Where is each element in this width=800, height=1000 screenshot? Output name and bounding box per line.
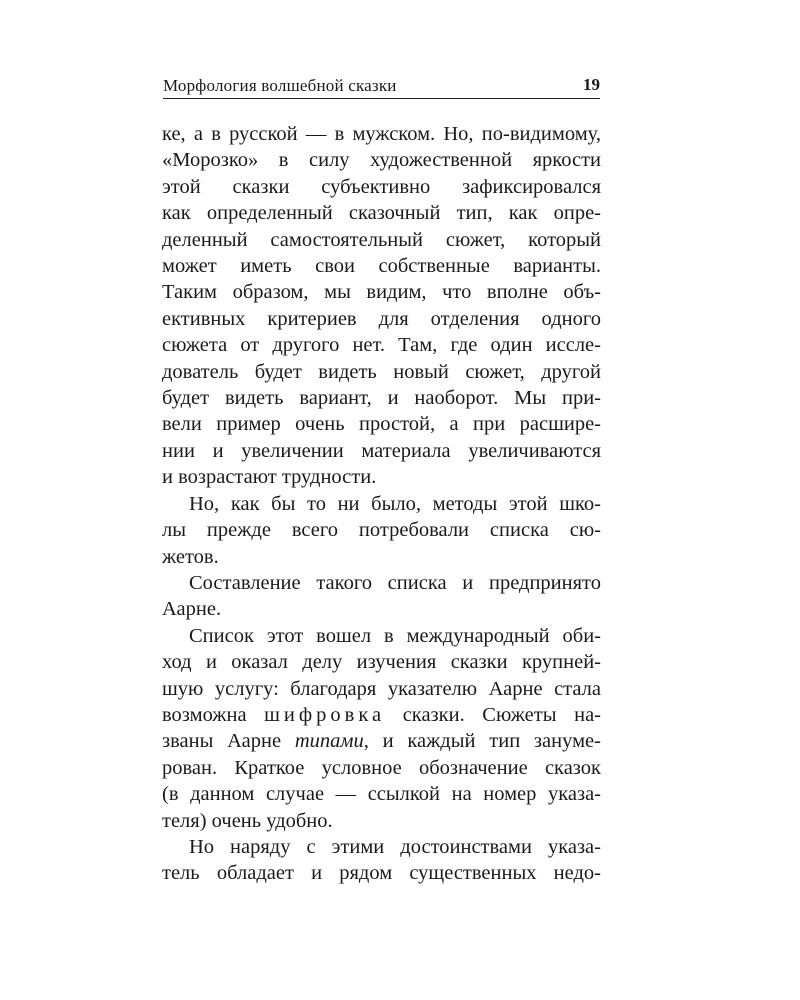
text-line: тель обладает и рядом существенных недо- (162, 862, 601, 885)
text-line: будет видеть вариант, и наоборот. Мы при- (162, 387, 601, 410)
text-line: рован. Краткое условное обозначение сказок (162, 756, 601, 779)
text-line: ке, а в русской — в мужском. Но, по-видимому, (162, 123, 601, 145)
text-line: сюжета от другого нет. Там, где один иссле- (162, 334, 601, 357)
paragraph-5 (162, 834, 601, 887)
text-line: дователь будет видеть новый сюжет, другой (162, 360, 601, 383)
text-line: деленный самостоятельный сюжет, который (162, 228, 601, 251)
italic-term: типами, (294, 730, 369, 753)
text-fragment: и каждый тип зануме- (368, 730, 601, 753)
text-fragment: сказки. Сюжеты на- (385, 703, 601, 726)
text-line: может иметь свои собственные варианты. (162, 255, 601, 278)
text-line: вели пример очень простой, а при расшире- (162, 413, 601, 436)
paragraph-1 (162, 121, 601, 491)
body-text (162, 121, 601, 887)
text-line: шую услугу: благодаря указателю Аарне стала (162, 677, 601, 700)
text-line: (в данном случае — ссылкой на номер указа- (162, 783, 601, 806)
page-number: 19 (583, 75, 600, 94)
text-line: нии и увеличении материала увеличиваются (162, 439, 601, 462)
text-line: Но наряду с этими достоинствами указа- (189, 835, 601, 858)
paragraph-3 (162, 570, 601, 623)
paragraph-4 (162, 623, 601, 834)
running-head (163, 76, 600, 99)
text-line: «Морозко» в силу художественной яркости (162, 149, 601, 172)
text-line: Список этот вошел в международный оби- (189, 624, 601, 647)
text-line: как определенный сказочный тип, как опре- (162, 202, 601, 225)
text-line-with-italic-term (162, 728, 601, 754)
text-line-with-spaced-term (162, 702, 601, 728)
text-fragment: возможна (162, 703, 265, 726)
text-line: Составление такого списка и предпринято (189, 571, 601, 594)
text-line: этой сказки субъективно зафиксировался (162, 175, 601, 198)
text-line: Таким образом, мы видим, что вполне объ- (162, 281, 601, 304)
spaced-term: шифровка (264, 703, 386, 726)
text-line: ективных критериев для отделения одного (162, 307, 601, 330)
text-line: лы прежде всего потребовали списка сю- (162, 519, 601, 542)
text-line: Но, как бы то ни было, методы этой шко- (189, 492, 601, 515)
running-head-title: Морфология волшебной сказки (163, 76, 397, 95)
text-line: Аарне. (162, 598, 222, 621)
text-line: ход и оказал делу изучения сказки крупней- (162, 651, 601, 674)
paragraph-2 (162, 491, 601, 570)
text-fragment: званы Аарне (162, 730, 295, 753)
text-line: и возрастают трудности. (162, 466, 377, 489)
text-line: теля) очень удобно. (162, 809, 333, 832)
text-line: жетов. (162, 545, 219, 568)
